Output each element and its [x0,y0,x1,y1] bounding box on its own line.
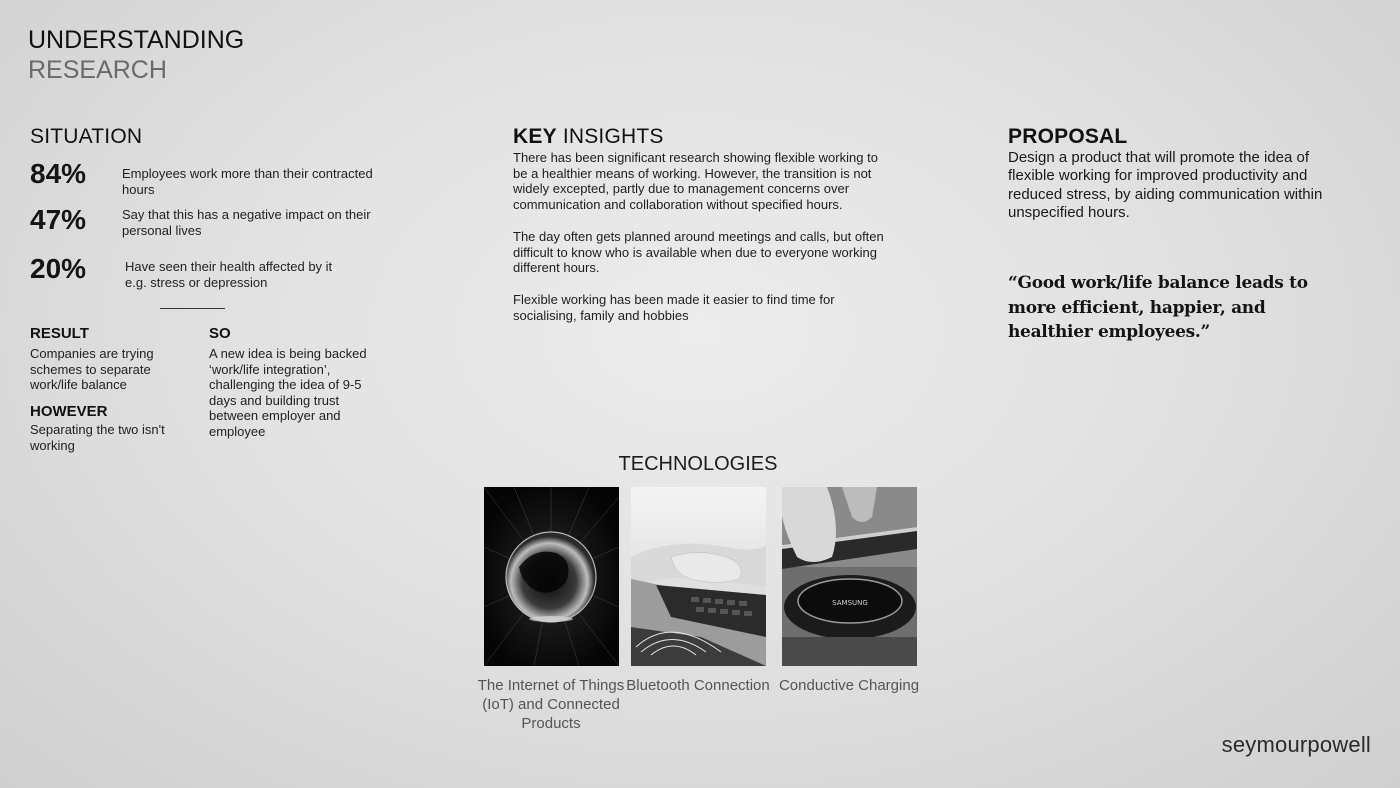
page-title [28,25,244,85]
stat-value-2: 47% [30,204,87,235]
tech-caption-bluetooth: Bluetooth Connection [626,677,770,694]
insights-heading-rest: INSIGHTS [556,125,664,148]
samsung-logo-text: SAMSUNG [832,599,868,607]
situation-heading: SITUATION [30,125,143,148]
proposal-text: Design a product that will promote the idea of flexible working for improved productivity and reduced stress, by aiding communication within unspecified hours. [1008,149,1323,222]
laptop-keyboard-image [631,487,766,666]
stat-text-1: Employees work more than their contracted hours [122,166,373,197]
so-text: A new idea is being backed ‘work/life integration’, challenging the idea of 9-5 days and building trust between employer and employee [209,346,367,439]
so-heading: SO [209,325,231,342]
charging-pad-image [782,487,917,666]
proposal-heading: PROPOSAL [1008,125,1128,148]
tech-caption-iot: The Internet of Things (IoT) and Connected Products [477,677,625,732]
page-title-line1: UNDERSTANDING [28,26,245,54]
however-text: Separating the two isn't working [30,422,165,453]
result-text: Companies are trying schemes to separate work/life balance [30,346,154,392]
result-heading: RESULT [30,325,89,342]
technologies-heading: TECHNOLOGIES [618,453,778,475]
insights-heading [513,125,664,149]
tech-caption-charging: Conductive Charging [778,677,920,694]
iot-globe-image [484,487,619,666]
stat-text-3: Have seen their health affected by it e.g. stress or depression [125,259,333,290]
stat-value-1: 84% [30,158,87,189]
brand-logo: seymourpowell [1221,732,1371,757]
however-heading: HOWEVER [30,403,108,420]
stat-value-3: 20% [30,253,87,284]
stat-text-2: Say that this has a negative impact on their personal lives [122,207,371,238]
insights-paragraph-2: The day often gets planned around meetings and calls, but often difficult to know who is available when due to everyone working different hours. [513,229,884,276]
insights-heading-bold: KEY [513,125,557,148]
insights-paragraph-3: Flexible working has been made it easier to find time for socialising, family and hobbies [513,292,835,323]
section-divider [160,308,225,309]
proposal-quote: “Good work/life balance leads to more efficient, happier, and healthier employees.” [1008,273,1308,342]
insights-paragraph-1: There has been significant research showing flexible working to be a healthier means of working. However, the transition is not widely excepted, partly due to management concerns over communication and collaboration without specified hours. [513,150,878,212]
page-title-line2: RESEARCH [28,56,167,84]
